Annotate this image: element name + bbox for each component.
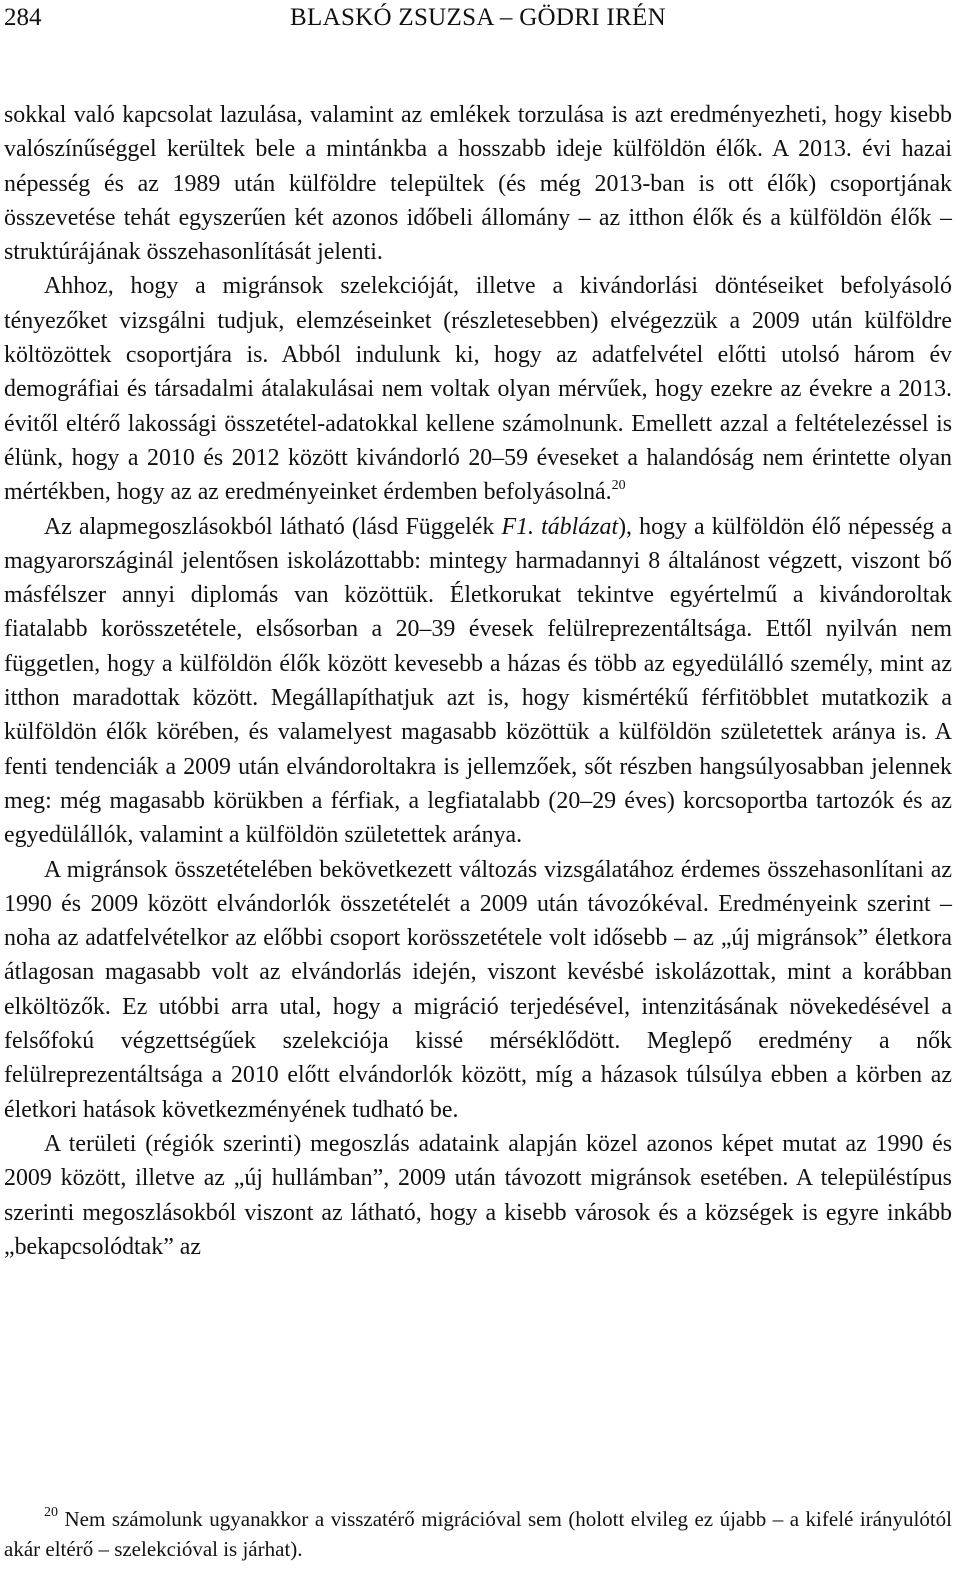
footnote-number: 20 <box>44 1505 58 1520</box>
table-reference: F1. táblázat <box>501 513 619 540</box>
paragraph-text: ), hogy a külföldön élő népesség a magyarországinál jelentősen iskolázottabb: mintegy harmadannyi 8 általánost végzett, viszont bő másfélszer annyi diplomás van közöttük. Életkorukat tekintve egyértelmű a kivándoroltak fiatalabb korösszetétele, elsősorban a 20–39 évesek felülreprezentáltsága. Ettől nyilván nem független, hogy a külföldön élők között kevesebb a házas és több az egyedülálló személy, mint az itthon maradottak között. Megállapíthatjuk azt is, hogy kismértékű férfitöbblet mutatkozik a külföldön élők körében, és valamelyest magasabb közöttük a külföldön születettek aránya is. A fenti tendenciák a 2009 után elvándoroltakra is jellemzőek, sőt részben hangsúlyosabban jelennek meg: még magasabb körükben a férfiak, a legfiatalabb (20–29 éves) korcsoportba tartozók és az egyedülállók, valamint a külföldön születettek aránya. <box>4 513 952 849</box>
page-number: 284 <box>4 4 42 31</box>
footnote-reference: 20 <box>611 478 626 494</box>
paragraph <box>4 269 952 509</box>
body-text <box>4 98 952 1264</box>
paragraph: sokkal való kapcsolat lazulása, valamint az emlékek torzulása is azt eredményezheti, hogy kisebb valószínűséggel kerültek bele a mintánkba a hosszabb ideje külföldön élők. A 2013. évi hazai népesség és az 1989 után külföldre települtek (és még 2013-ban is ott élők) csoportjának összevetése tehát egyszerűen két azonos időbeli állomány – az itthon élők és a külföldön élők – struktúrájának összehasonlítását jelenti. <box>4 102 952 266</box>
paragraph <box>4 510 952 853</box>
footnote <box>4 1504 952 1564</box>
paragraph: A területi (régiók szerinti) megoszlás adataink alapján közel azonos képet mutat az 1990 és 2009 között, illetve az „új hullámban”, 2009 után távozott migránsok esetében. A településtípus szerinti megoszlásokból viszont az látható, hogy a kisebb városok és a községek is egyre inkább „bekapcsolódtak” az <box>4 1130 952 1260</box>
page-header <box>4 2 952 34</box>
footnote-text: Nem számolunk ugyanakkor a visszatérő migrációval sem (holott elvileg ez újabb – a kifelé irányulótól akár eltérő – szelekcióval is járhat). <box>4 1507 952 1561</box>
paragraph-text: Ahhoz, hogy a migránsok szelekcióját, illetve a kivándorlási döntéseiket befolyásoló tényezőket vizsgálni tudjuk, elemzéseinket (részletesebben) elvégezzük a 2009 után külföldre költözöttek csoportjára is. Abból indulunk ki, hogy az adatfelvétel előtti utolsó három év demográfiai és társadalmi átalakulásai nem voltak olyan mérvűek, hogy ezekre az évekre a 2013. évitől eltérő lakossági összetétel-adatokkal kellene számolnunk. Emellett azzal a feltételezéssel is élünk, hogy a 2010 és 2012 között kivándorló 20–59 éveseket a halandóság nem érintette olyan mértékben, hogy az az eredményeinket érdemben befolyásolná. <box>4 273 952 506</box>
footnotes <box>4 1504 952 1564</box>
paragraph: A migránsok összetételében bekövetkezett változás vizsgálatához érdemes összehasonlítani az 1990 és 2009 között elvándorlók összetételét a 2009 után távozókéval. Eredményeink szerint – noha az adatfelvételkor az előbbi csoport korösszetétele volt idősebb – az „új migránsok” életkora átlagosan magasabb volt az elvándorlás idején, viszont kevésbé iskolázottak, mint a korábban elköltözők. Ez utóbbi arra utal, hogy a migráció terjedésével, intenzitásának növekedésével a felsőfokú végzettségűek szelekciója kissé mérséklődött. Meglepő eredmény a nők felülreprezentáltsága a 2010 előtt elvándorlók között, míg a házasok túlsúlya ebben a körben az életkori hatások következményének tudható be. <box>4 856 952 1123</box>
running-head: BLASKÓ ZSUZSA – GÖDRI IRÉN <box>290 4 666 31</box>
paragraph-text: Az alapmegoszlásokból látható (lásd Függelék <box>44 513 495 540</box>
